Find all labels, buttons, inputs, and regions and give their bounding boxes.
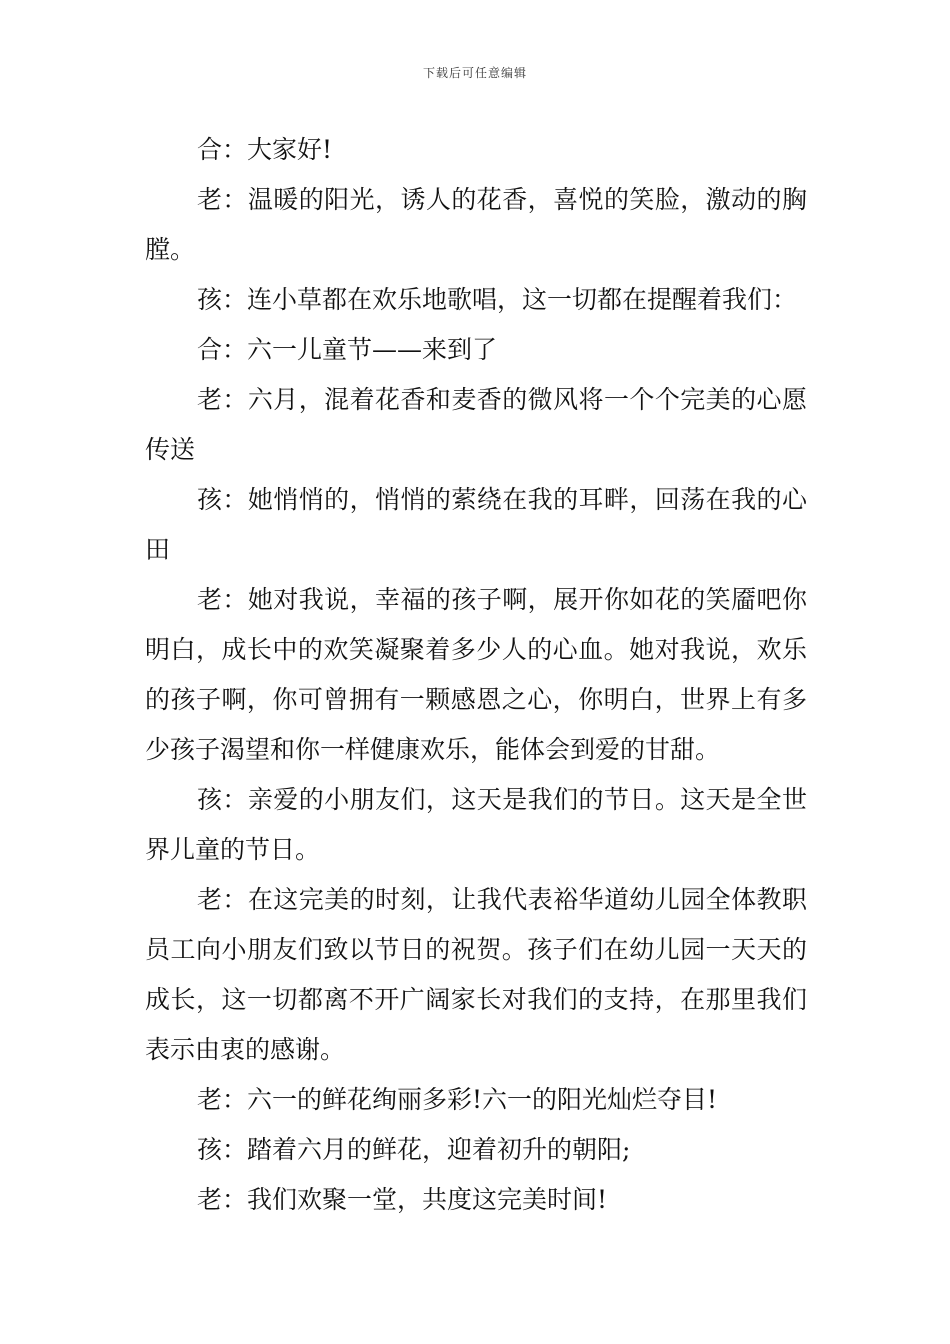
- script-line: 孩：踏着六月的鲜花，迎着初升的朝阳;: [197, 1135, 631, 1164]
- script-line: 孩：亲爱的小朋友们，这天是我们的节日。这天是全世界儿童的节日。: [145, 785, 807, 864]
- script-line: 孩：她悄悄的，悄悄的萦绕在我的耳畔，回荡在我的心田: [145, 485, 807, 564]
- script-line: 老：我们欢聚一堂，共度这完美时间!: [197, 1185, 608, 1214]
- script-line: 老：六一的鲜花绚丽多彩!六一的阳光灿烂夺目!: [197, 1085, 718, 1114]
- script-line: 合：大家好!: [197, 135, 333, 164]
- script-line: 孩：连小草都在欢乐地歌唱，这一切都在提醒着我们：: [197, 285, 798, 314]
- script-line: 老：六月，混着花香和麦香的微风将一个个完美的心愿传送: [145, 385, 807, 464]
- script-line: 老：温暖的阳光，诱人的花香，喜悦的笑脸，激动的胸膛。: [145, 185, 807, 264]
- script-line: 合：六一儿童节——来到了: [197, 335, 498, 364]
- script-line: 老：在这完美的时刻，让我代表裕华道幼儿园全体教职员工向小朋友们致以节日的祝贺。孩子们在幼儿园一天天的成长，这一切都离不开广阔家长对我们的支持，在那里我们表示由衷的感谢。: [145, 885, 807, 1064]
- document-body: [145, 125, 807, 1225]
- page-header: 下载后可任意编辑: [422, 66, 527, 80]
- script-line: 老：她对我说，幸福的孩子啊，展开你如花的笑靥吧你明白，成长中的欢笑凝聚着多少人的心血。她对我说，欢乐的孩子啊，你可曾拥有一颗感恩之心，你明白，世界上有多少孩子渴望和你一样健康欢乐，能体会到爱的甘甜。: [145, 585, 807, 764]
